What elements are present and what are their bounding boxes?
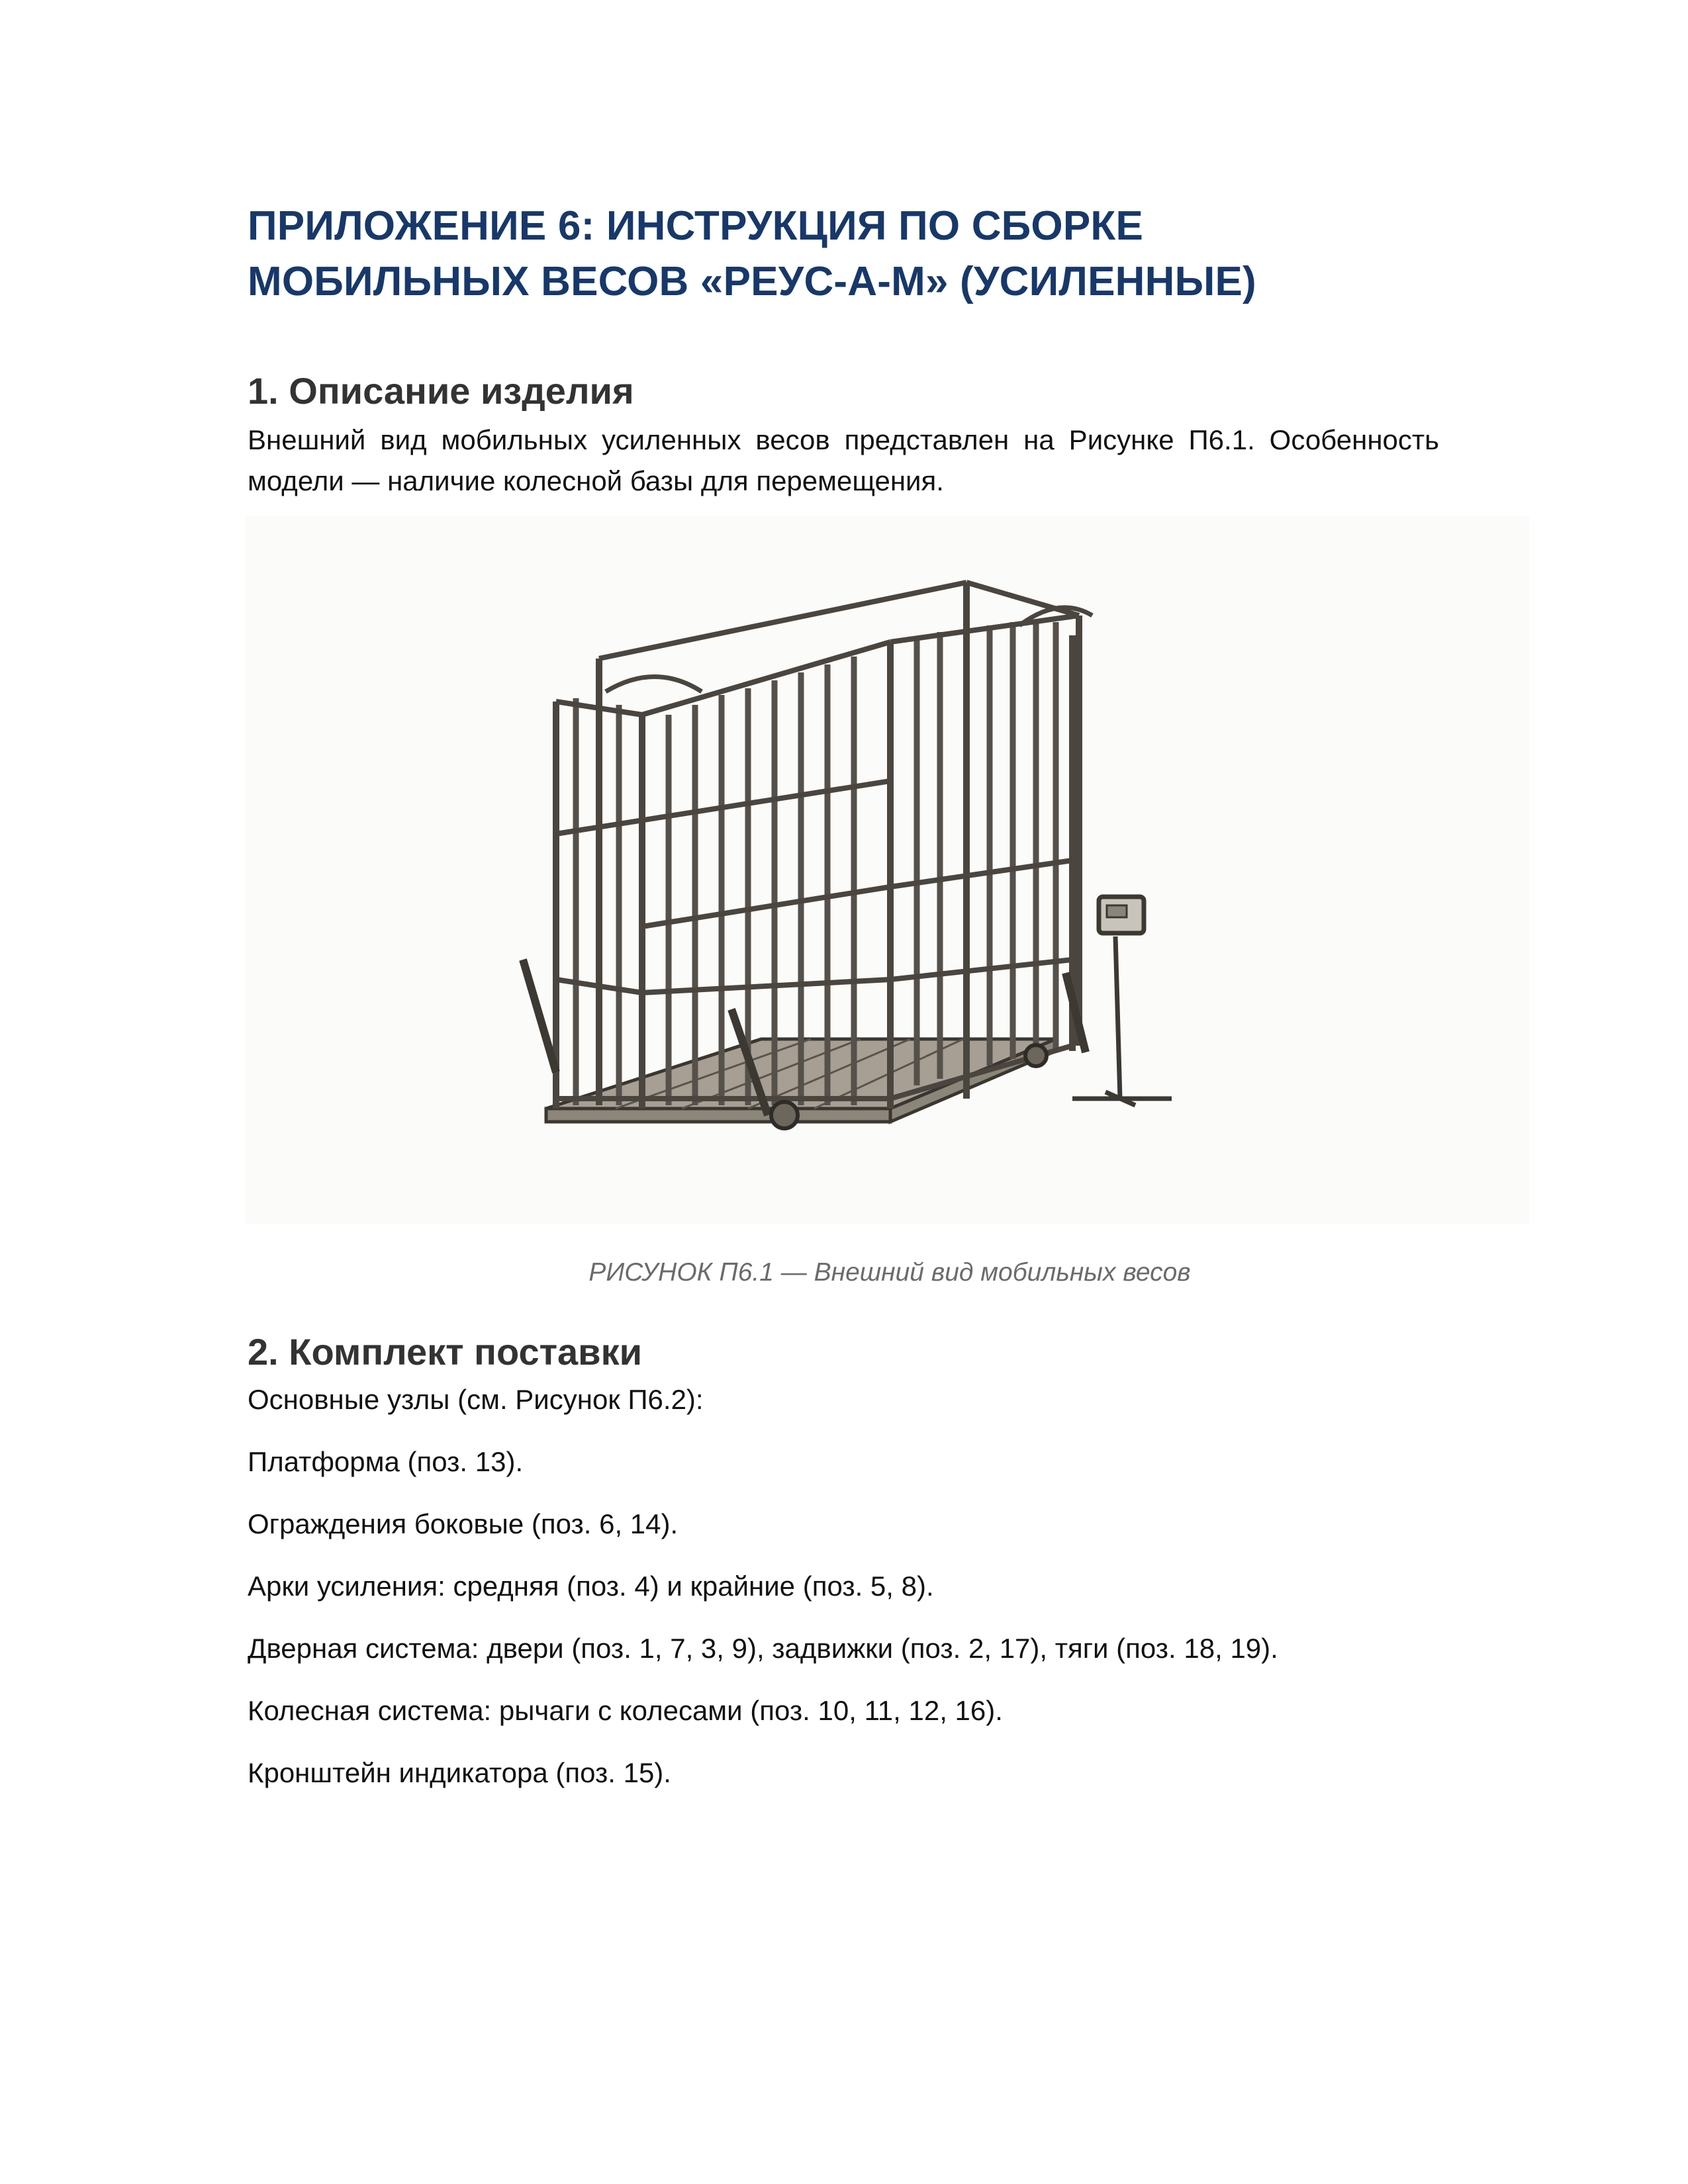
section-1-heading: 1. Описание изделия <box>248 370 634 412</box>
supply-item-platform: Платформа (поз. 13). <box>248 1446 524 1477</box>
supply-item-side-fences: Ограждения боковые (поз. 6, 14). <box>248 1508 679 1539</box>
indicator-stand <box>1072 897 1172 1105</box>
supply-item-door-system: Дверная система: двери (поз. 1, 7, 3, 9), задвижки (поз. 2, 17), тяги (поз. 18, 19). <box>248 1633 1278 1664</box>
supply-item-indicator-bracket: Кронштейн индикатора (поз. 15). <box>248 1757 671 1788</box>
cage-bars <box>576 622 1056 1105</box>
document-title <box>248 199 1439 310</box>
section-2-heading: 2. Комплект поставки <box>248 1331 643 1373</box>
document-page <box>248 199 1439 1794</box>
document-title-line-1: ПРИЛОЖЕНИЕ 6: ИНСТРУКЦИЯ ПО СБОРКЕ <box>248 203 1143 249</box>
door-arch <box>606 608 1092 692</box>
figure-caption: РИСУНОК П6.1 — Внешний вид мобильных весов <box>588 1258 1191 1287</box>
cage-rails <box>556 582 1079 1099</box>
supply-item-arches: Арки усиления: средняя (поз. 4) и крайние (поз. 5, 8). <box>248 1570 934 1602</box>
supply-list <box>248 1441 1439 1794</box>
supply-item-wheel-system: Колесная система: рычаги с колесами (поз. 10, 11, 12, 16). <box>248 1695 1003 1726</box>
mobile-scale-illustration <box>245 516 1529 1224</box>
section-2-lead: Основные узлы (см. Рисунок П6.2): <box>248 1384 704 1415</box>
section-1-text: Внешний вид мобильных усиленных весов представлен на Рисунке П6.1. Особенность модели — наличие колесной базы для перемещения. <box>248 424 1439 496</box>
figure-mobile-scale <box>245 516 1529 1224</box>
document-title-line-2: МОБИЛЬНЫХ ВЕСОВ «РЕУС-А-М» (УСИЛЕННЫЕ) <box>248 259 1256 304</box>
